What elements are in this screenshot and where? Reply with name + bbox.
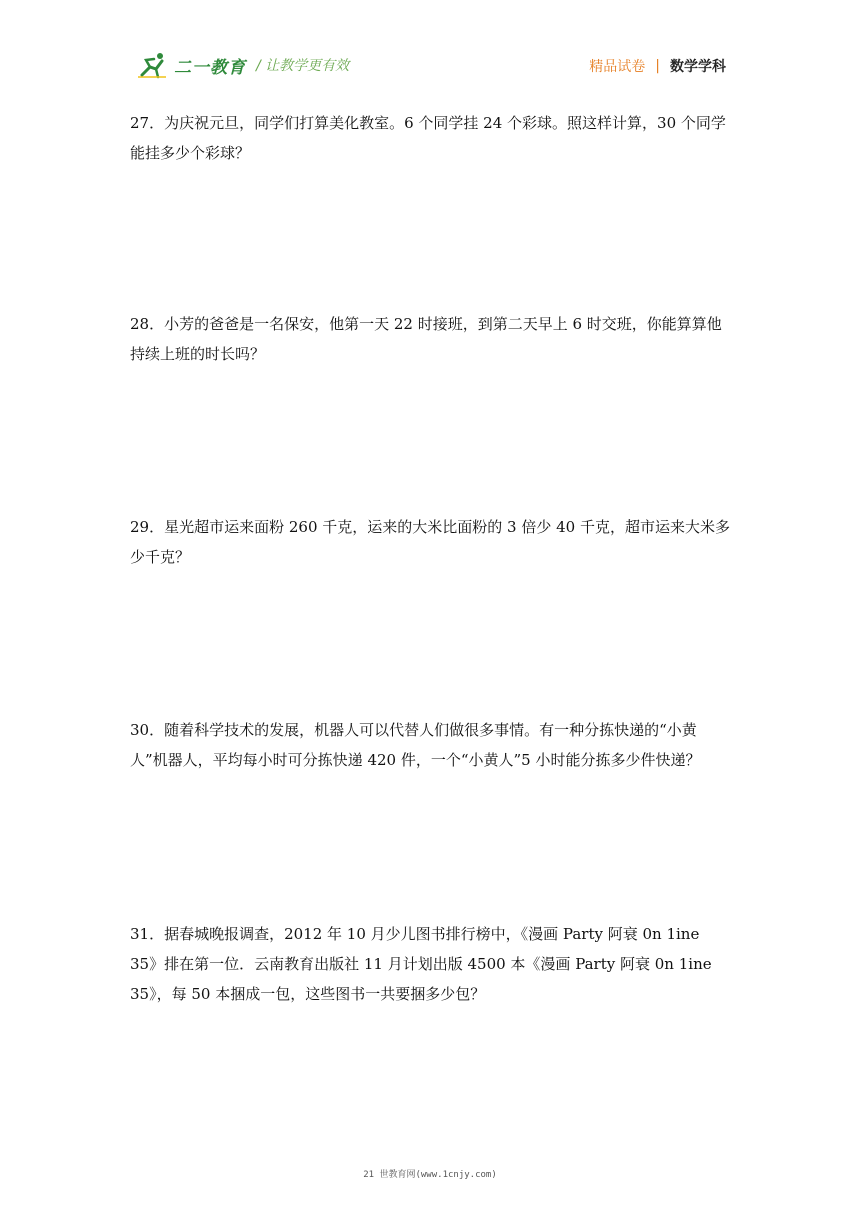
page-footer: 21 世教育网(www.1cnjy.com) — [363, 1170, 497, 1180]
logo-text: 二一教育 — [174, 57, 246, 78]
question-27: 27．为庆祝元旦，同学们打算美化教室。6 个同学挂 24 个彩球。照这样计算，30 个同学能挂多少个彩球？ — [130, 114, 726, 162]
page-header — [0, 0, 860, 90]
badge-right: 数学学科 — [670, 59, 726, 75]
slogan: / 让教学更有效 — [256, 58, 350, 74]
question-28: 28．小芳的爸爸是一名保安，他第一天 22 时接班，到第二天早上 6 时交班，你能算算他持续上班的时长吗？ — [130, 315, 722, 363]
badge-separator: | — [655, 58, 660, 74]
runner-logo-icon — [136, 51, 170, 79]
logo — [136, 50, 246, 80]
badge-left: 精品试卷 — [589, 59, 646, 75]
question-29: 29．星光超市运来面粉 260 千克，运来的大米比面粉的 3 倍少 40 千克，超市运来大米多少千克？ — [130, 518, 730, 566]
subject-badge — [589, 56, 726, 76]
question-31: 31．据春城晚报调查，2012 年 10 月少儿图书排行榜中，《漫画 Party 阿衰 0n 1ine 35》排在第一位．云南教育出版社 11 月计划出版 4500 本《漫画 Party 阿衰 0n 1ine 35》，每 50 本捆成一包，这些图书一共要捆多少包？ — [130, 925, 712, 1003]
question-30: 30．随着科学技术的发展，机器人可以代替人们做很多事情。有一种分拣快递的“小黄人”机器人，平均每小时可分拣快递 420 件，一个“小黄人”5 小时能分拣多少件快递？ — [130, 721, 701, 769]
header-divider — [136, 82, 726, 83]
